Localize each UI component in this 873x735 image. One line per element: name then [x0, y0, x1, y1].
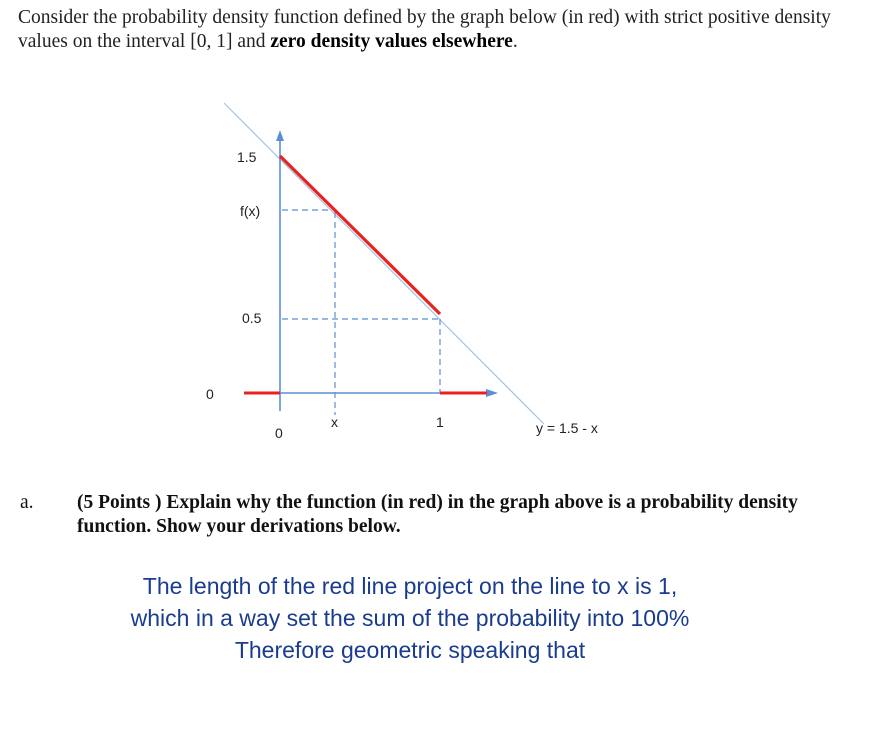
intro-text-1: Consider the probability density function defined by the graph below (in red) with strict positive density values on the interval [18, 7, 831, 52]
x-label-one: 1 [436, 414, 444, 430]
density-graph [0, 95, 873, 465]
interval-text: [0, 1] [190, 31, 233, 52]
question-text: (5 Points ) Explain why the function (in red) in the graph above is a probability density function. Show your derivations below. [77, 492, 798, 537]
line-equation-label: y = 1.5 - x [536, 420, 598, 436]
guide-line [224, 103, 544, 424]
density-segment [280, 156, 440, 314]
left-zero-label: 0 [206, 386, 214, 402]
origin-zero-label: 0 [275, 425, 283, 441]
intro-text-2: and [232, 31, 271, 52]
y-axis-arrow-icon [276, 130, 284, 141]
y-label-fx: f(x) [240, 203, 261, 219]
intro-text-3: . [512, 31, 518, 52]
y-label-half: 0.5 [242, 310, 262, 326]
answer-line-3: Therefore geometric speaking that [234, 637, 586, 663]
x-axis-arrow-icon [486, 389, 498, 397]
problem-statement [18, 6, 858, 54]
answer-line-1: The length of the red line project on the line to x is 1, [142, 573, 678, 599]
zero-density-emphasis: zero density values elsewhere [270, 31, 513, 52]
handwritten-answer [60, 570, 760, 666]
answer-line-2: which in a way set the sum of the probability into 100% [130, 605, 690, 631]
x-label-x: x [331, 414, 338, 430]
question-letter: a. [20, 492, 34, 513]
y-label-top: 1.5 [237, 149, 257, 165]
